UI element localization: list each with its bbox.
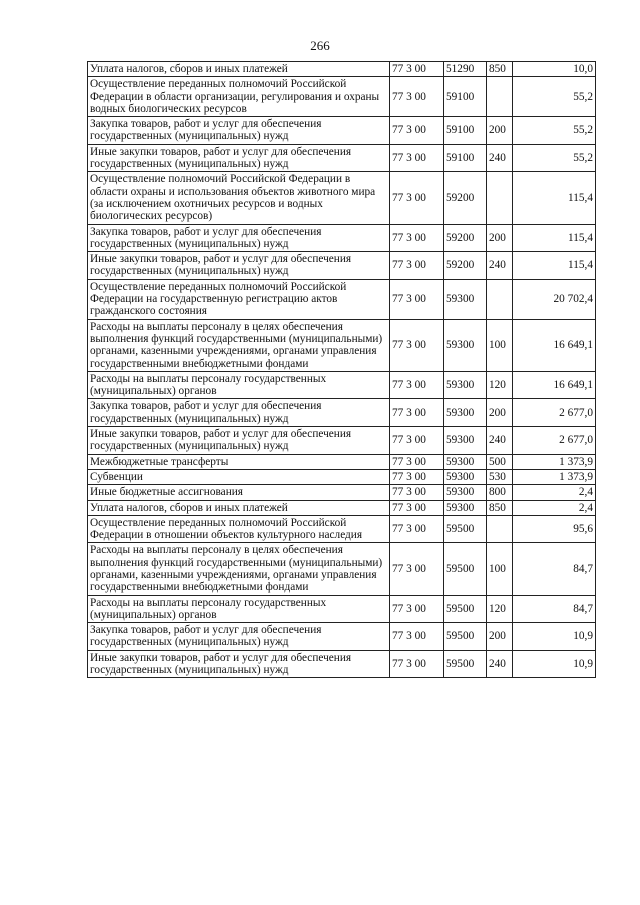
program-code: 77 3 00 (390, 469, 444, 484)
table-row (88, 469, 596, 484)
table-row (88, 172, 596, 224)
table-row (88, 252, 596, 280)
direction-code: 59300 (444, 469, 487, 484)
program-code: 77 3 00 (390, 623, 444, 651)
program-code: 77 3 00 (390, 485, 444, 500)
program-code: 77 3 00 (390, 595, 444, 623)
program-code: 77 3 00 (390, 279, 444, 319)
table-row (88, 77, 596, 117)
amount: 115,4 (513, 252, 596, 280)
expense-name: Расходы на выплаты персоналу в целях обеспечения выполнения функций государственными (муниципальными) органами, казенными учреждениями, органами управления государственными внебюджетными фондами (88, 543, 390, 595)
table-row (88, 371, 596, 399)
program-code: 77 3 00 (390, 62, 444, 77)
expense-name: Иные закупки товаров, работ и услуг для обеспечения государственных (муниципальных) нужд (88, 650, 390, 678)
expense-type-code: 100 (487, 319, 513, 371)
program-code: 77 3 00 (390, 144, 444, 172)
page-number: 266 (310, 38, 330, 53)
table-row (88, 144, 596, 172)
direction-code: 59100 (444, 117, 487, 145)
program-code: 77 3 00 (390, 454, 444, 469)
direction-code: 59300 (444, 454, 487, 469)
amount: 55,2 (513, 77, 596, 117)
direction-code: 59300 (444, 500, 487, 515)
amount: 16 649,1 (513, 371, 596, 399)
expense-type-code (487, 77, 513, 117)
direction-code: 59200 (444, 224, 487, 252)
expense-type-code: 240 (487, 252, 513, 280)
amount: 95,6 (513, 515, 596, 543)
table-row (88, 319, 596, 371)
expense-name: Осуществление полномочий Российской Федерации в области охраны и использования объектов животного мира (за исключением охотничьих ресурсов и водных биологических ресурсов) (88, 172, 390, 224)
amount: 2 677,0 (513, 399, 596, 427)
expense-type-code: 120 (487, 371, 513, 399)
amount: 115,4 (513, 224, 596, 252)
expense-name: Закупка товаров, работ и услуг для обеспечения государственных (муниципальных) нужд (88, 623, 390, 651)
amount: 55,2 (513, 144, 596, 172)
expense-name: Расходы на выплаты персоналу государственных (муниципальных) органов (88, 595, 390, 623)
program-code: 77 3 00 (390, 252, 444, 280)
amount: 10,9 (513, 650, 596, 678)
expense-name: Иные закупки товаров, работ и услуг для обеспечения государственных (муниципальных) нужд (88, 427, 390, 455)
direction-code: 59300 (444, 399, 487, 427)
table-row (88, 595, 596, 623)
expense-name: Иные закупки товаров, работ и услуг для обеспечения государственных (муниципальных) нужд (88, 144, 390, 172)
direction-code: 59300 (444, 427, 487, 455)
expense-name: Закупка товаров, работ и услуг для обеспечения государственных (муниципальных) нужд (88, 224, 390, 252)
amount: 10,9 (513, 623, 596, 651)
table-row (88, 500, 596, 515)
amount: 2 677,0 (513, 427, 596, 455)
direction-code: 59300 (444, 319, 487, 371)
expense-name: Иные бюджетные ассигнования (88, 485, 390, 500)
table-row (88, 117, 596, 145)
expense-type-code: 850 (487, 62, 513, 77)
amount: 2,4 (513, 500, 596, 515)
expense-type-code: 200 (487, 224, 513, 252)
program-code: 77 3 00 (390, 500, 444, 515)
amount: 84,7 (513, 543, 596, 595)
direction-code: 59500 (444, 623, 487, 651)
expense-type-code: 100 (487, 543, 513, 595)
direction-code: 59300 (444, 279, 487, 319)
expense-type-code (487, 279, 513, 319)
expense-type-code: 200 (487, 399, 513, 427)
direction-code: 51290 (444, 62, 487, 77)
expense-name: Межбюджетные трансферты (88, 454, 390, 469)
amount: 20 702,4 (513, 279, 596, 319)
table-row (88, 427, 596, 455)
amount: 2,4 (513, 485, 596, 500)
expense-type-code: 240 (487, 144, 513, 172)
expense-name: Осуществление переданных полномочий Российской Федерации в отношении объектов культурного наследия (88, 515, 390, 543)
expense-type-code (487, 172, 513, 224)
direction-code: 59100 (444, 144, 487, 172)
expense-name: Осуществление переданных полномочий Российской Федерации на государственную регистрацию актов гражданского состояния (88, 279, 390, 319)
direction-code: 59500 (444, 543, 487, 595)
expense-type-code: 200 (487, 623, 513, 651)
table-row (88, 279, 596, 319)
direction-code: 59200 (444, 252, 487, 280)
amount: 10,0 (513, 62, 596, 77)
program-code: 77 3 00 (390, 77, 444, 117)
expense-type-code: 530 (487, 469, 513, 484)
program-code: 77 3 00 (390, 427, 444, 455)
direction-code: 59100 (444, 77, 487, 117)
expense-name: Осуществление переданных полномочий Российской Федерации в области организации, регулирования и охраны водных биологических ресурсов (88, 77, 390, 117)
table-row (88, 623, 596, 651)
expense-name: Иные закупки товаров, работ и услуг для обеспечения государственных (муниципальных) нужд (88, 252, 390, 280)
amount: 1 373,9 (513, 469, 596, 484)
program-code: 77 3 00 (390, 371, 444, 399)
program-code: 77 3 00 (390, 543, 444, 595)
expense-type-code (487, 515, 513, 543)
table-row (88, 224, 596, 252)
program-code: 77 3 00 (390, 650, 444, 678)
direction-code: 59300 (444, 485, 487, 500)
program-code: 77 3 00 (390, 172, 444, 224)
direction-code: 59500 (444, 515, 487, 543)
expense-name: Расходы на выплаты персоналу государственных (муниципальных) органов (88, 371, 390, 399)
budget-table (87, 61, 596, 678)
expense-name: Субвенции (88, 469, 390, 484)
expense-type-code: 240 (487, 427, 513, 455)
table-row (88, 485, 596, 500)
expense-type-code: 850 (487, 500, 513, 515)
program-code: 77 3 00 (390, 399, 444, 427)
program-code: 77 3 00 (390, 224, 444, 252)
expense-type-code: 240 (487, 650, 513, 678)
program-code: 77 3 00 (390, 319, 444, 371)
expense-name: Закупка товаров, работ и услуг для обеспечения государственных (муниципальных) нужд (88, 399, 390, 427)
program-code: 77 3 00 (390, 117, 444, 145)
amount: 115,4 (513, 172, 596, 224)
amount: 1 373,9 (513, 454, 596, 469)
table-row (88, 399, 596, 427)
direction-code: 59500 (444, 650, 487, 678)
expense-name: Расходы на выплаты персоналу в целях обеспечения выполнения функций государственными (муниципальными) органами, казенными учреждениями, органами управления государственными внебюджетными фондами (88, 319, 390, 371)
amount: 16 649,1 (513, 319, 596, 371)
direction-code: 59300 (444, 371, 487, 399)
direction-code: 59500 (444, 595, 487, 623)
direction-code: 59200 (444, 172, 487, 224)
program-code: 77 3 00 (390, 515, 444, 543)
expense-name: Уплата налогов, сборов и иных платежей (88, 500, 390, 515)
expense-type-code: 500 (487, 454, 513, 469)
table-row (88, 454, 596, 469)
expense-type-code: 120 (487, 595, 513, 623)
expense-name: Закупка товаров, работ и услуг для обеспечения государственных (муниципальных) нужд (88, 117, 390, 145)
table-row (88, 543, 596, 595)
amount: 55,2 (513, 117, 596, 145)
table-row (88, 650, 596, 678)
amount: 84,7 (513, 595, 596, 623)
expense-type-code: 200 (487, 117, 513, 145)
expense-name: Уплата налогов, сборов и иных платежей (88, 62, 390, 77)
budget-table-body (88, 62, 596, 678)
table-row (88, 62, 596, 77)
table-row (88, 515, 596, 543)
expense-type-code: 800 (487, 485, 513, 500)
